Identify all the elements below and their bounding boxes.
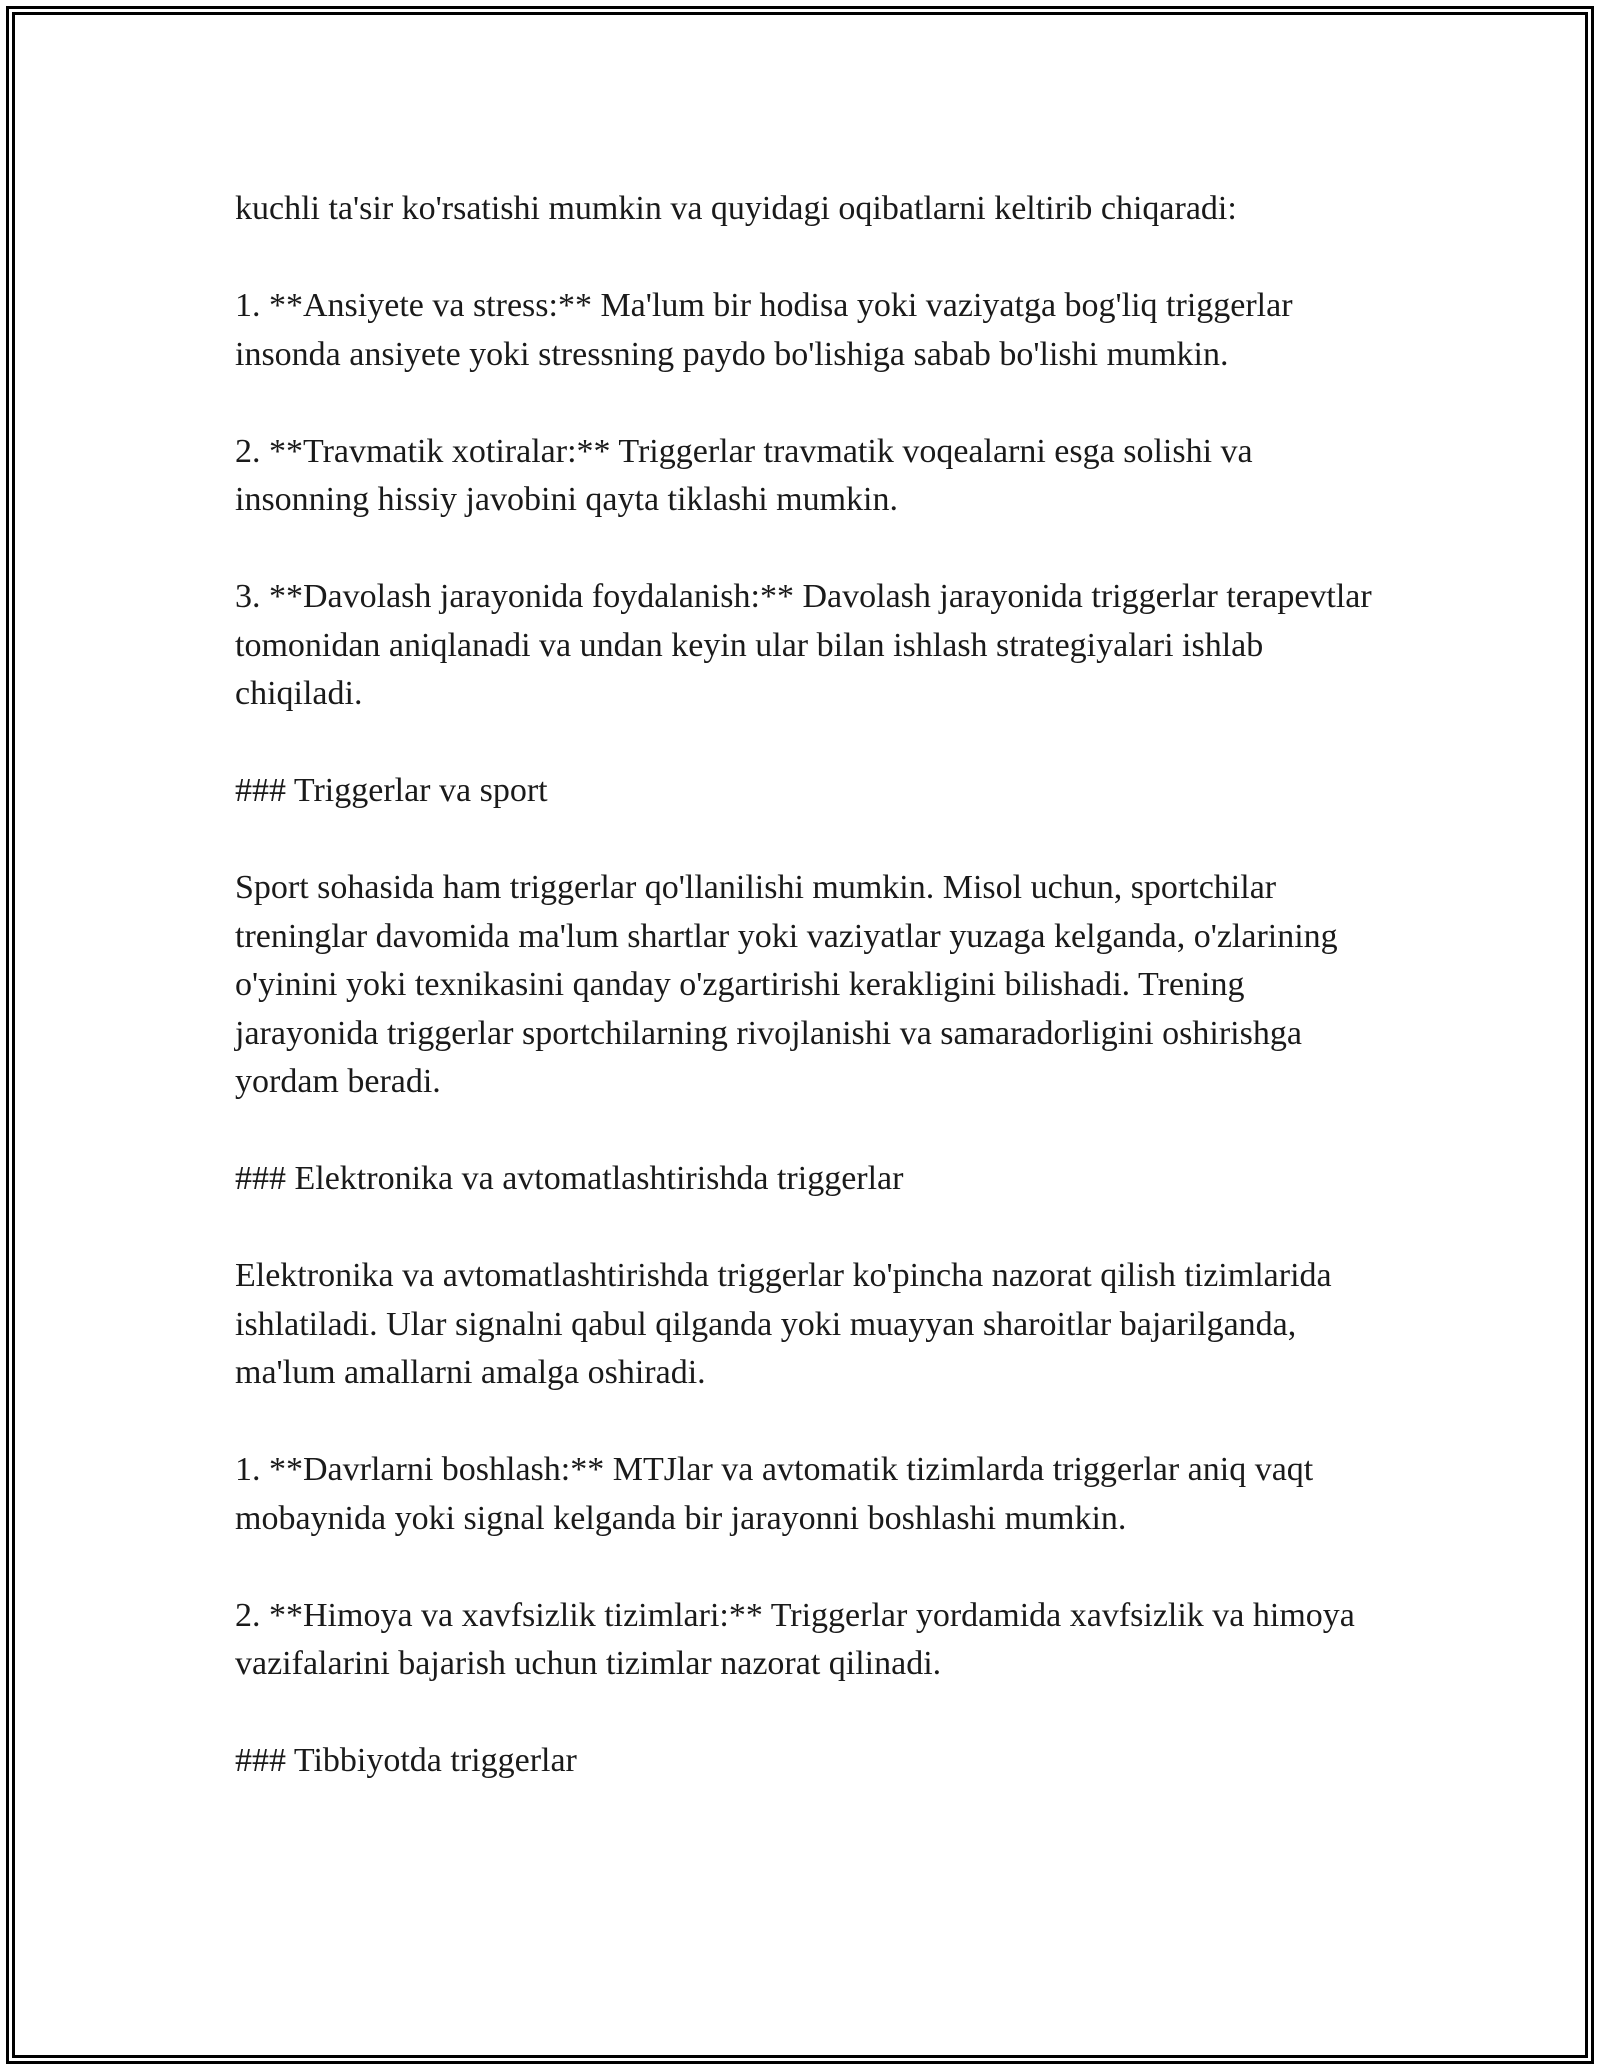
document-body xyxy=(235,185,1380,1786)
list-item-protection-systems: 2. **Himoya va xavfsizlik tizimlari:** Triggerlar yordamida xavfsizlik va himoya vazifalarini bajarish uchun tizimlar nazorat qilinadi. xyxy=(235,1596,1355,1682)
paragraph-intro: kuchli ta'sir ko'rsatishi mumkin va quyidagi oqibatlarni keltirib chiqaradi: xyxy=(235,190,1237,227)
paragraph-electronics: Elektronika va avtomatlashtirishda triggerlar ko'pincha nazorat qilish tizimlarida ishlatiladi. Ular signalni qabul qilganda yoki muayyan sharoitlar bajarilganda, ma'lum amallarni amalga oshiradi. xyxy=(235,1257,1332,1391)
heading-sport: ### Triggerlar va sport xyxy=(235,772,548,809)
list-item-traumatic-memories: 2. **Travmatik xotiralar:** Triggerlar travmatik voqealarni esga solishi va insonning hissiy javobini qayta tiklashi mumkin. xyxy=(235,432,1253,518)
heading-medicine: ### Tibbiyotda triggerlar xyxy=(235,1742,577,1779)
heading-electronics: ### Elektronika va avtomatlashtirishda triggerlar xyxy=(235,1160,904,1197)
list-item-start-cycles: 1. **Davrlarni boshlash:** MTJlar va avtomatik tizimlarda triggerlar aniq vaqt mobaynida yoki signal kelganda bir jarayonni boshlashi mumkin. xyxy=(235,1451,1314,1537)
paragraph-sport: Sport sohasida ham triggerlar qo'llanilishi mumkin. Misol uchun, sportchilar treninglar davomida ma'lum shartlar yoki vaziyatlar yuzaga kelganda, o'zlarining o'yinini yoki texnikasini qanday o'zgartirishi kerakligini bilishadi. Trening jarayonida triggerlar sportchilarning rivojlanishi va samaradorligini oshirishga yordam beradi. xyxy=(235,869,1338,1100)
list-item-treatment-use: 3. **Davolash jarayonida foydalanish:** Davolash jarayonida triggerlar terapevtlar tomonidan aniqlanadi va undan keyin ular bilan ishlash strategiyalari ishlab chiqiladi. xyxy=(235,578,1372,712)
list-item-anxiety-stress: 1. **Ansiyete va stress:** Ma'lum bir hodisa yoki vaziyatga bog'liq triggerlar insonda ansiyete yoki stressning paydo bo'lishiga sabab bo'lishi mumkin. xyxy=(235,287,1293,373)
